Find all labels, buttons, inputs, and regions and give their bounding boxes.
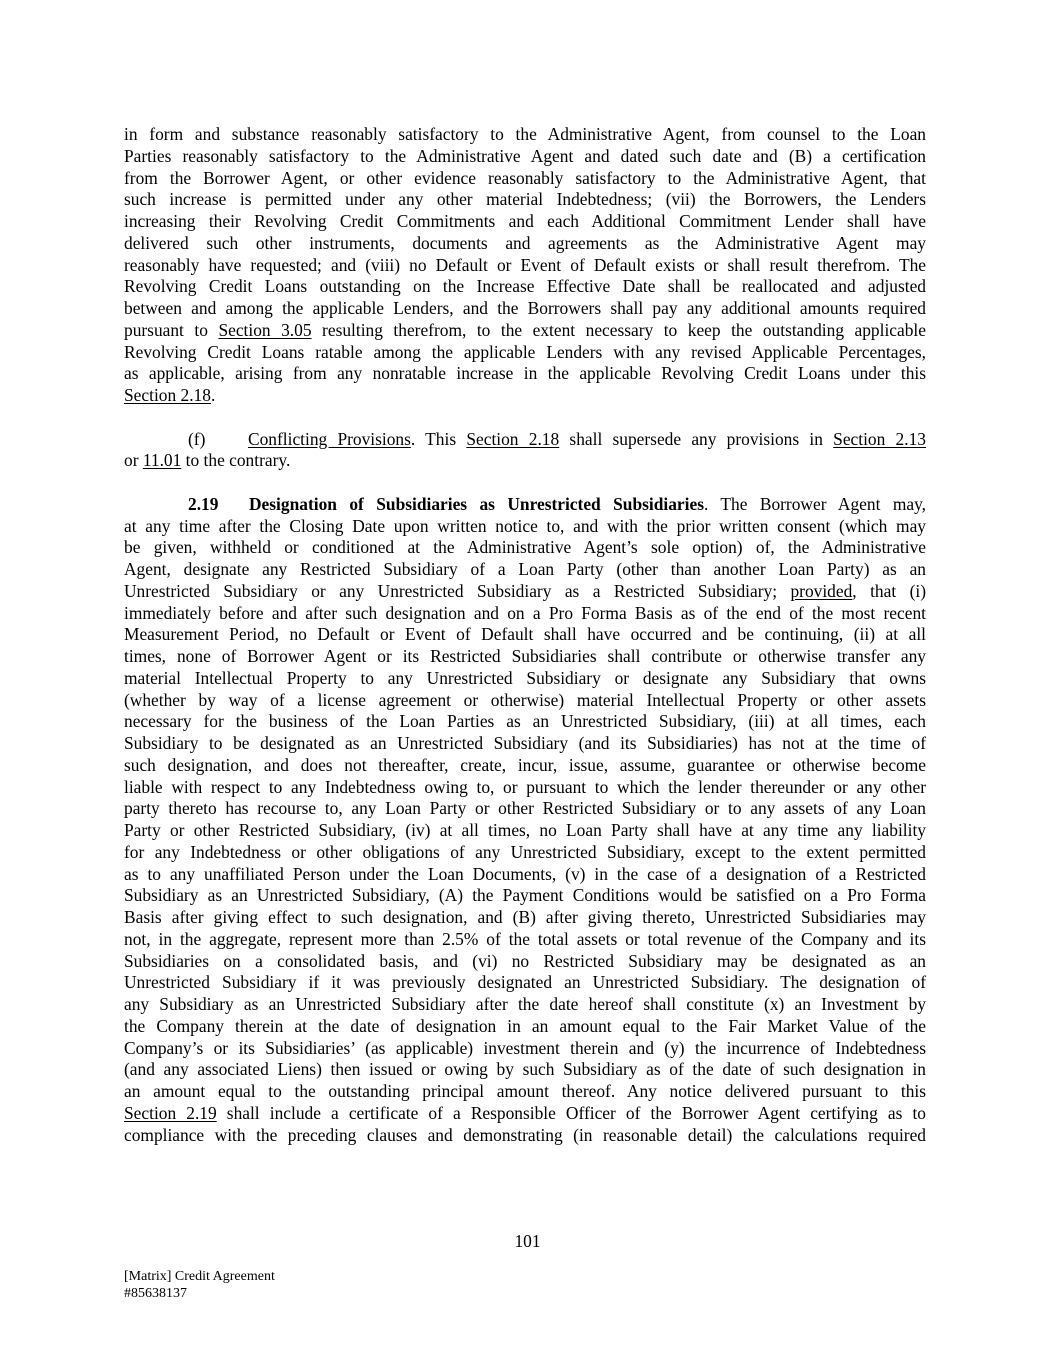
text-run: (and any associated Liens) then issued or owing by such Subsidiary as of the date of such designation in (124, 1059, 926, 1080)
text-run: to the contrary. (181, 450, 291, 471)
text-line (124, 255, 926, 277)
text-run: shall include a certificate of a Responsible Officer of the Borrower Agent certifying as to (216, 1102, 927, 1123)
text-run: as to any unaffiliated Person under the Loan Documents, (v) in the case of a designation of a Restricted (124, 863, 926, 884)
text-run: or (124, 450, 143, 471)
cross-reference: Section 3.05 (218, 319, 312, 340)
text-line (124, 581, 926, 603)
text-line (124, 603, 926, 625)
text-run: . (210, 385, 216, 405)
text-run: Revolving Credit Loans ratable among the applicable Lenders with any revised Applicable Percentages, (124, 341, 926, 362)
text-line (124, 233, 926, 255)
section-heading: Designation of Subsidiaries as Unrestricted Subsidiaries (249, 493, 704, 514)
cross-reference: Section 2.13 (833, 428, 926, 449)
text-run: in form and substance reasonably satisfactory to the Administrative Agent, from counsel to the Loan (124, 124, 926, 144)
text-run: reasonably have requested; and (viii) no Default or Event of Default exists or shall result therefrom. The (124, 254, 926, 275)
text-line (124, 820, 926, 842)
text-run: Subsidiary to be designated as an Unrestricted Subsidiary (and its Subsidiaries) has not at the time of (124, 733, 926, 753)
text-line (124, 711, 926, 733)
text-run: be given, withheld or conditioned at the Administrative Agent’s sole option) of, the Administrative (124, 537, 926, 558)
text-line (124, 189, 926, 211)
text-line (124, 429, 926, 451)
text-line (124, 211, 926, 233)
text-line (124, 450, 926, 472)
footer-title: [Matrix] Credit Agreement (124, 1269, 275, 1284)
text-run: Company’s or its Subsidiaries’ (as applicable) investment therein and (y) the incurrence of Indebtedness (124, 1037, 926, 1058)
paragraph (124, 124, 926, 407)
text-run: such designation, and does not thereafter, create, incur, issue, assume, guarantee or otherwise become (124, 754, 926, 775)
text-line (124, 929, 926, 951)
text-run: an amount equal to the outstanding principal amount thereof. Any notice delivered pursuant to this (124, 1081, 926, 1101)
text-line (124, 690, 926, 712)
cross-reference: 11.01 (142, 450, 182, 471)
cross-reference: Section 2.18 (124, 385, 211, 405)
text-line (124, 1103, 926, 1125)
text-run: Agent, designate any Restricted Subsidiary of a Loan Party (other than another Loan Party) as an (124, 559, 926, 579)
text-line (124, 124, 926, 146)
text-run: for any Indebtedness or other obligations of any Unrestricted Subsidiary, except to the extent permitted (124, 841, 926, 862)
text-line (124, 777, 926, 799)
text-line (124, 668, 926, 690)
text-run: the Company therein at the date of designation in an amount equal to the Fair Market Value of the (124, 1015, 926, 1036)
paragraph (124, 429, 926, 473)
text-line (124, 624, 926, 646)
cross-reference: provided (790, 580, 853, 601)
text-run: times, none of Borrower Agent or its Restricted Subsidiaries shall contribute or otherwise transfer any (124, 646, 926, 666)
text-run: shall supersede any provisions in (559, 428, 834, 449)
text-run: not, in the aggregate, represent more than 2.5% of the total assets or total revenue of the Company and its (124, 928, 926, 949)
text-run: as applicable, arising from any nonratable increase in the applicable Revolving Credit Loans under this (124, 363, 926, 384)
text-run: Subsidiary as an Unrestricted Subsidiary, (A) the Payment Conditions would be satisfied on a Pro Forma (124, 885, 926, 906)
text-run: necessary for the business of the Loan Parties as an Unrestricted Subsidiary, (iii) at all times, each (124, 711, 926, 732)
text-run: any Subsidiary as an Unrestricted Subsidiary after the date hereof shall constitute (x) an Investment by (124, 994, 926, 1014)
footer-doc-id: #85638137 (124, 1286, 187, 1301)
text-run: material Intellectual Property to any Unrestricted Subsidiary or designate any Subsidiary that owns (124, 667, 926, 688)
text-run: such increase is permitted under any other material Indebtedness; (vii) the Borrowers, the Lenders (124, 189, 926, 210)
text-line (124, 1059, 926, 1081)
text-run: immediately before and after such designation and on a Pro Forma Basis as of the end of the most recent (124, 602, 926, 623)
paragraph (124, 494, 926, 1147)
text-run: Measurement Period, no Default or Event of Default shall have occurred and be continuing, (ii) at all (124, 624, 926, 645)
text-run: Party or other Restricted Subsidiary, (iv) at all times, no Loan Party shall have at any time any liability (124, 820, 926, 840)
text-line (124, 885, 926, 907)
text-line (124, 994, 926, 1016)
text-line (124, 842, 926, 864)
cross-reference: Conflicting Provisions (248, 428, 411, 449)
section-number: (f) (188, 428, 206, 449)
text-run: at any time after the Closing Date upon written notice to, and with the prior written consent (which may (124, 515, 926, 536)
text-line (124, 168, 926, 190)
text-line (124, 494, 926, 516)
text-run: delivered such other instruments, documents and agreements as the Administrative Agent may (124, 232, 926, 253)
text-line (124, 755, 926, 777)
cross-reference: Section 2.18 (466, 428, 560, 449)
text-line (124, 1125, 926, 1147)
text-line (124, 537, 926, 559)
cross-reference: Section 2.19 (124, 1102, 217, 1123)
text-run: . The Borrower Agent may, (703, 493, 926, 514)
text-run: liable with respect to any Indebtedness owing to, or pursuant to which the lender thereunder or any other (124, 776, 926, 797)
page-number: 101 (514, 1231, 541, 1251)
text-line (124, 320, 926, 342)
text-line (124, 1081, 926, 1103)
text-run: party thereto has recourse to, any Loan Party or other Restricted Subsidiary or to any assets of any Loan (124, 798, 926, 819)
text-run: Revolving Credit Loans outstanding on the Increase Effective Date shall be reallocated and adjusted (124, 276, 926, 297)
text-line (124, 864, 926, 886)
text-run: from the Borrower Agent, or other evidence reasonably satisfactory to the Administrative Agent, that (124, 167, 926, 188)
text-line (124, 1016, 926, 1038)
text-run: compliance with the preceding clauses and demonstrating (in reasonable detail) the calculations required (124, 1124, 926, 1145)
text-run: , that (i) (852, 580, 926, 601)
text-line (124, 559, 926, 581)
text-line (124, 972, 926, 994)
text-run: Parties reasonably satisfactory to the Administrative Agent and dated such date and (B) a certification (124, 145, 926, 166)
section-number: 2.19 (188, 493, 219, 514)
text-run: increasing their Revolving Credit Commitments and each Additional Commitment Lender shall have (124, 211, 926, 231)
text-run: resulting therefrom, to the extent necessary to keep the outstanding applicable (311, 319, 926, 340)
text-run: Unrestricted Subsidiary or any Unrestricted Subsidiary as a Restricted Subsidiary; (124, 580, 791, 601)
text-run: (whether by way of a license agreement or otherwise) material Intellectual Property or other assets (124, 689, 926, 710)
text-run: pursuant to (124, 319, 219, 340)
text-line (124, 907, 926, 929)
text-run: Subsidiaries on a consolidated basis, and (vi) no Restricted Subsidiary may be designated as an (124, 950, 926, 971)
text-line (124, 298, 926, 320)
text-run: between and among the applicable Lenders, and the Borrowers shall pay any additional amounts required (124, 298, 926, 318)
text-run: Unrestricted Subsidiary if it was previously designated an Unrestricted Subsidiary. The designation of (124, 972, 926, 993)
text-line (124, 363, 926, 385)
text-line (124, 951, 926, 973)
document-body (124, 124, 926, 1168)
text-run: . This (410, 428, 467, 449)
text-line (124, 276, 926, 298)
text-line (124, 516, 926, 538)
footer (124, 1268, 275, 1302)
text-line (124, 733, 926, 755)
text-line (124, 798, 926, 820)
text-run: Basis after giving effect to such designation, and (B) after giving thereto, Unrestricted Subsidiaries may (124, 907, 926, 927)
text-line (124, 342, 926, 364)
text-line (124, 385, 926, 407)
text-line (124, 646, 926, 668)
text-line (124, 1038, 926, 1060)
text-line (124, 146, 926, 168)
